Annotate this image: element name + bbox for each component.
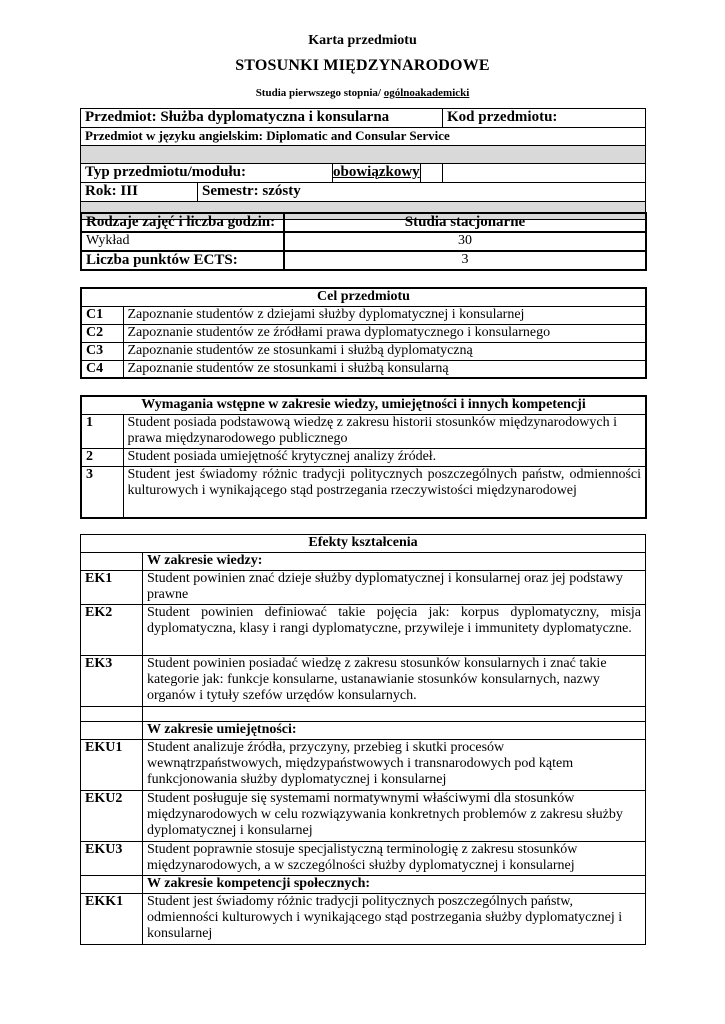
empty-cell (81, 707, 143, 722)
classes-label-cell: Rodzaje zajęć i liczba godzin: (81, 213, 284, 232)
outcome-text: Student powinien posiadać wiedzę z zakresu stosunków konsularnych i znać takie kategorie jak: funkcje konsularne, ustanawianie stosunków konsularnych, nazwy organów i tytuły szefów urzędów konsularnych. (143, 656, 646, 707)
goal-code: C2 (81, 324, 123, 342)
studies-profile: ogólnoakademicki (383, 87, 470, 99)
subject-heading-text: STOSUNKI MIĘDZYNARODOWE (235, 57, 490, 74)
goal-text: Zapoznanie studentów ze źródłami prawa dyplomatycznego i konsularnego (123, 324, 646, 342)
skills-heading: W zakresie umiejętności: (143, 722, 646, 740)
goals-table (80, 287, 647, 379)
outcome-text: Student poprawnie stosuje specjalistyczną terminologię z zakresu stosunków międzynarodowych, a w szczególności służby dyplomatycznej i konsularnej (143, 842, 646, 876)
requirements-title: Wymagania wstępne w zakresie wiedzy, umiejętności i innych kompetencji (81, 396, 646, 414)
goal-text: Zapoznanie studentów ze stosunkami i służbą konsularną (123, 360, 646, 378)
ects-label-cell: Liczba punktów ECTS: (81, 251, 284, 270)
outcomes-table (80, 534, 646, 945)
english-name-text: Przedmiot w języku angielskim: Diplomatic and Consular Service (85, 128, 450, 143)
empty-cell (421, 164, 443, 183)
outcome-text: Student powinien znać dzieje służby dyplomatycznej i konsularnej oraz jej podstawy prawne (143, 571, 646, 605)
requirement-text: Student posiada podstawową wiedzę z zakresu historii stosunków międzynarodowych i prawa międzynarodowego publicznego (123, 414, 646, 448)
goal-text: Zapoznanie studentów z dziejami służby dyplomatycznej i konsularnej (123, 306, 646, 324)
outcome-text: Student powinien definiować takie pojęcia jak: korpus dyplomatyczny, misja dyplomatyczna, klasy i rangi dyplomatyczne, przywileje i immunitety dyplomatyczne. (143, 605, 646, 656)
requirements-table (80, 395, 647, 519)
requirement-text: Student posiada umiejętność krytycznej analizy źródeł. (123, 448, 646, 466)
subject-name-cell: Przedmiot: Służba dyplomatyczna i konsularna (81, 109, 443, 128)
info-table (80, 108, 646, 220)
type-value-cell: obowiązkowy (333, 164, 421, 183)
requirement-text: Student jest świadomy różnic tradycji politycznych poszczególnych państw, odmienności kulturowych i wynikającego stąd postrzegania rzeczywistości międzynarodowej (123, 466, 646, 518)
requirement-code: 2 (81, 448, 123, 466)
goals-title: Cel przedmiotu (81, 288, 646, 306)
outcome-code: EKK1 (81, 894, 143, 945)
goal-code: C3 (81, 342, 123, 360)
outcome-code: EKU3 (81, 842, 143, 876)
semester-cell: Semestr: szósty (198, 183, 646, 202)
social-heading: W zakresie kompetencji społecznych: (143, 876, 646, 894)
outcome-text: Student posługuje się systemami normatywnymi właściwymi dla stosunków międzynarodowych w celu rozwiązywania konkretnych problemów z zakresu służby dyplomatycznej i konsularnej (143, 791, 646, 842)
outcome-code: EKU1 (81, 740, 143, 791)
outcome-code: EK3 (81, 656, 143, 707)
outcomes-title: Efekty kształcenia (81, 535, 646, 553)
goal-code: C1 (81, 306, 123, 324)
lecture-hours-cell: 30 (284, 232, 646, 251)
document-title: Karta przedmiotu (308, 33, 417, 48)
type-label-cell: Typ przedmiotu/modułu: (81, 164, 333, 183)
requirement-code: 1 (81, 414, 123, 448)
studies-prefix: Studia pierwszego stopnia/ (255, 87, 384, 99)
empty-cell (81, 553, 143, 571)
knowledge-heading: W zakresie wiedzy: (143, 553, 646, 571)
outcome-text: Student jest świadomy różnic tradycji politycznych poszczególnych państw, odmienności kulturowych i wynikającego stąd postrzegania służby dyplomatycznej i konsularnej (143, 894, 646, 945)
lecture-label-cell: Wykład (81, 232, 284, 251)
english-name-cell (81, 128, 646, 146)
subject-heading (0, 57, 725, 75)
goal-code: C4 (81, 360, 123, 378)
empty-cell (443, 164, 646, 183)
studies-line (0, 87, 725, 99)
subject-code-cell: Kod przedmiotu: (443, 109, 646, 128)
hours-table (80, 212, 647, 271)
ects-value-cell: 3 (284, 251, 646, 270)
empty-cell (143, 707, 646, 722)
outcome-code: EKU2 (81, 791, 143, 842)
year-cell: Rok: III (81, 183, 198, 202)
requirement-code: 3 (81, 466, 123, 518)
empty-cell (81, 876, 143, 894)
outcome-code: EK2 (81, 605, 143, 656)
gray-separator (81, 146, 646, 164)
outcome-code: EK1 (81, 571, 143, 605)
empty-cell (81, 722, 143, 740)
outcome-text: Student analizuje źródła, przyczyny, przebieg i skutki procesów wewnątrzpaństwowych, międzypaństwowych i transnarodowych pod kątem funkcjonowania służby dyplomatycznej i konsularnej (143, 740, 646, 791)
studies-mode-cell: Studia stacjonarne (284, 213, 646, 232)
goal-text: Zapoznanie studentów ze stosunkami i służbą dyplomatyczną (123, 342, 646, 360)
